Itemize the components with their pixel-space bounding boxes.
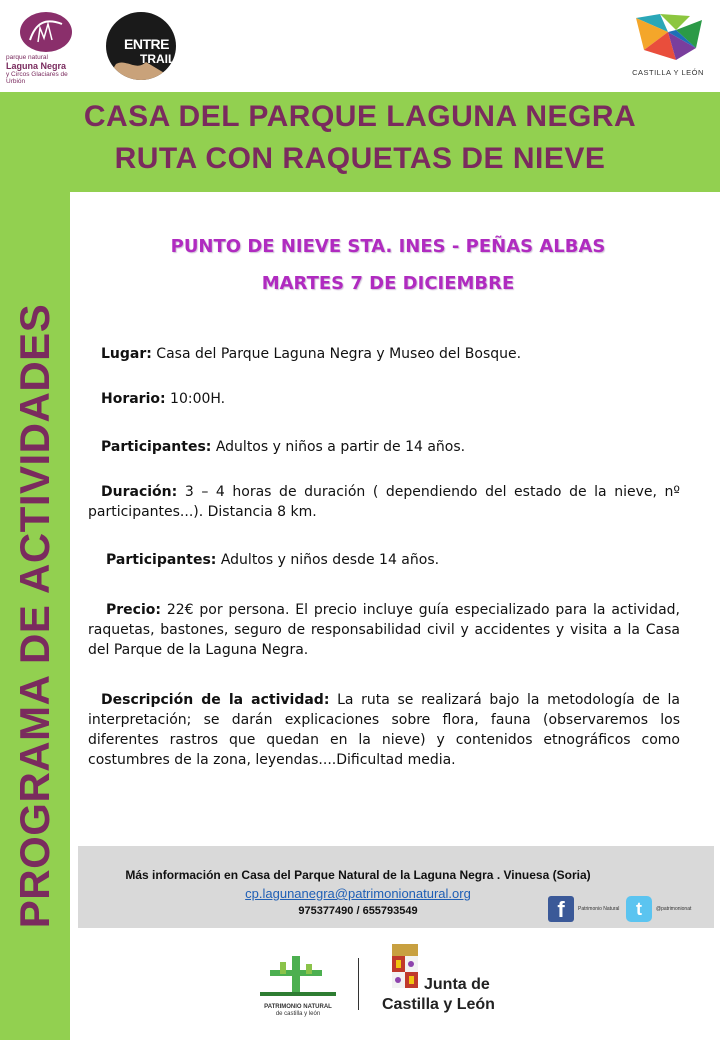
patrimonio-line-2: de castilla y león: [275, 1011, 321, 1017]
detail-participantes-2: [88, 550, 698, 570]
detail-text: 22€ por persona. El precio incluye guía especializado para la actividad, raquetas, bastones, seguro de responsabilidad civil y accidentes y visita a la Casa del Parque de la Laguna Negra.: [88, 602, 680, 658]
detail-label: Participantes:: [101, 439, 212, 455]
more-info-line: Más información en Casa del Parque Natural de la Laguna Negra . Vinuesa (Soria): [125, 868, 591, 882]
detail-label: Lugar:: [101, 346, 152, 362]
sidebar-band: [0, 192, 70, 1040]
title-banner: [0, 92, 720, 192]
title-line-1: CASA DEL PARQUE LAGUNA NEGRA: [83, 100, 637, 133]
junta-line-1: Junta de: [424, 976, 490, 993]
facebook-icon[interactable]: f: [548, 896, 574, 922]
detail-duracion: [88, 482, 680, 522]
laguna-logo-line-1: parque natural: [6, 54, 48, 61]
title-line-2: RUTA CON RAQUETAS DE NIEVE: [114, 142, 606, 175]
detail-label: Descripción de la actividad:: [101, 692, 330, 708]
footer-logos: [70, 932, 720, 1032]
detail-text: 3 – 4 horas de duración ( dependiendo del estado de la nieve, nº participantes...). Distancia 8 km.: [88, 484, 680, 520]
more-info-box: [78, 846, 714, 928]
event-date: MARTES 7 DE DICIEMBRE: [261, 273, 515, 294]
logo-divider: [358, 958, 359, 1010]
detail-horario: [88, 389, 693, 409]
patrimonio-line-1: PATRIMONIO NATURAL: [264, 1004, 332, 1010]
cyl-logo-text: CASTILLA Y LEÓN: [632, 68, 704, 77]
detail-label: Horario:: [101, 391, 166, 407]
patrimonio-tree-icon: [256, 952, 340, 1002]
facebook-handle: Patrimonio Natural: [578, 906, 620, 912]
detail-text: Adultos y niños a partir de 14 años.: [211, 439, 466, 455]
junta-line-2: Castilla y León: [382, 996, 495, 1013]
detail-lugar: [88, 344, 693, 364]
event-location-title: PUNTO DE NIEVE STA. INES - PEÑAS ALBAS: [170, 236, 606, 257]
detail-text: La ruta se realizará bajo la metodología de la interpretación; se darán explicaciones sobre flora, fauna (observaremos los diferentes rastros que quedan en la nieve) y contenidos etnográficos como costumbres de la zona, leyendas....Dificultad media.: [88, 692, 680, 768]
cyl-geometric-icon: [626, 10, 710, 66]
coat-of-arms-icon: [388, 940, 422, 996]
entretrail-logo: [106, 12, 176, 80]
entretrail-word-2: TRAIL: [140, 52, 176, 66]
detail-precio: [88, 600, 680, 660]
detail-label: Participantes:: [106, 552, 217, 568]
twitter-handle: @patrimonionat: [656, 906, 692, 912]
twitter-icon[interactable]: t: [626, 896, 652, 922]
detail-text: Adultos y niños desde 14 años.: [216, 552, 440, 568]
detail-label: Duración:: [101, 484, 178, 500]
detail-descripcion: [88, 690, 680, 770]
laguna-negra-emblem-icon: [16, 10, 76, 54]
laguna-negra-logo: [6, 10, 88, 85]
email-link[interactable]: cp.lagunanegra@patrimonionatural.org: [245, 886, 471, 901]
detail-label: Precio:: [106, 602, 161, 618]
phone-numbers: 975377490 / 655793549: [298, 905, 418, 917]
detail-text: Casa del Parque Laguna Negra y Museo del Bosque.: [151, 346, 522, 362]
sidebar-vertical-label: PROGRAMA DE ACTIVIDADES: [11, 303, 58, 929]
junta-castilla-leon-logo: [382, 940, 518, 1024]
laguna-logo-line-2: Laguna Negra: [6, 61, 67, 71]
detail-text: 10:00H.: [165, 391, 226, 407]
castilla-y-leon-logo: [626, 10, 710, 82]
laguna-logo-line-3: y Circos Glaciares de Urbión: [6, 71, 68, 85]
detail-participantes-1: [88, 437, 693, 457]
patrimonio-natural-logo: [256, 952, 340, 1022]
top-logo-bar: [0, 0, 720, 92]
entretrail-word-1: ENTRE: [124, 36, 169, 52]
